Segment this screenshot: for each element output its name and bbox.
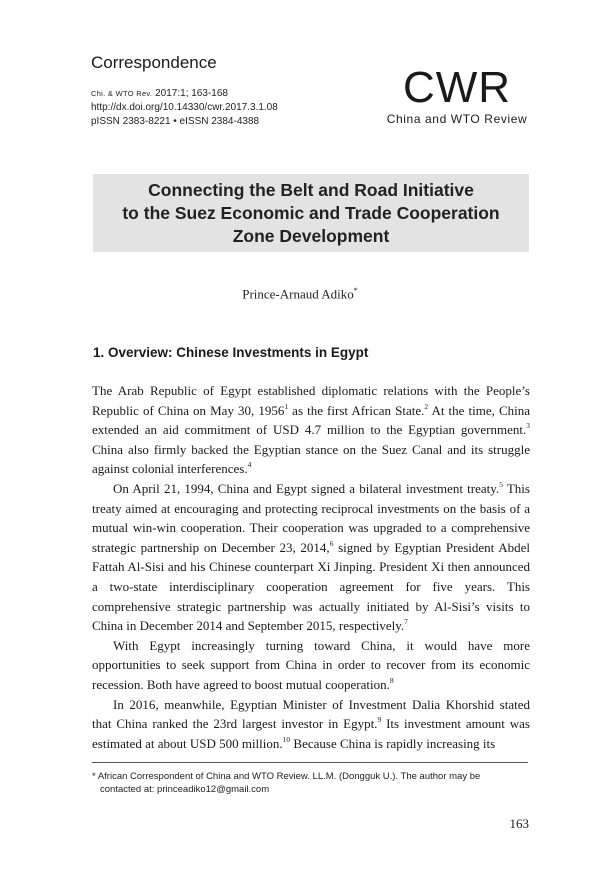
paragraph-3 <box>92 636 530 695</box>
logo-mark: CWR <box>402 63 512 112</box>
footnote-divider <box>92 762 528 763</box>
text-run: as the first African State. <box>288 402 425 418</box>
text-run: Its investment amount was estimated at about USD 500 million. <box>92 716 530 751</box>
footnote-ref: 3 <box>526 421 530 431</box>
body-text <box>92 381 530 753</box>
article-title-line-1: Connecting the Belt and Road Initiative <box>148 180 474 200</box>
text-run: With Egypt increasingly turning toward China, it would have more opportunities to seek support from China in order to recover from its economic recession. Both have agreed to boost mutual cooperation. <box>92 637 530 692</box>
footnote-ref: 4 <box>247 460 252 470</box>
footnote-ref: 5 <box>499 479 503 489</box>
footnote-ref: 10 <box>282 734 291 744</box>
author-name: Prince-Arnaud Adiko <box>242 286 354 302</box>
footnote-ref: 2 <box>424 401 429 411</box>
section-label: Correspondence <box>91 53 217 72</box>
text-run: On April 21, 1994, China and Egypt signed a bilateral investment treaty. <box>113 480 500 496</box>
text-run: In 2016, meanwhile, Egyptian Minister of Investment Dalia Khorshid stated that China ranked the 23rd largest investor in Egypt. <box>92 696 530 732</box>
footnote-line-1 <box>92 770 532 783</box>
paragraph-2 <box>92 479 530 636</box>
footnote-ref: 8 <box>389 675 394 685</box>
text-run: Because China is rapidly increasing its <box>290 735 496 751</box>
article-title-line-2: to the Suez Economic and Trade Cooperation <box>122 203 500 223</box>
paragraph-4 <box>92 695 530 754</box>
footnote-ref: 1 <box>284 401 289 411</box>
issn-line: pISSN 2383-8221 • eISSN 2384-4388 <box>91 116 260 127</box>
author-footnote-mark: * <box>353 286 358 295</box>
footnote-line-2: contacted at: princeadiko12@gmail.com <box>100 784 270 795</box>
text-run: signed by Egyptian President Abdel Fattah Al-Sisi and his Chinese counterpart Xi Jinping. President Xi then announced a two-state interdisciplinary cooperation agreement for five years. This comprehensive strategic partnership was actually initiated by Al-Sisi’s visits to China in December 2014 and September 2015, respectively. <box>92 539 530 634</box>
footnote-ref: 9 <box>377 715 382 725</box>
text-run: This treaty aimed at encouraging and protecting reciprocal investments on the basis of a mutual win-win cooperation. Their cooperation was upgraded to a comprehensive strategic partnership on December 23, 2014, <box>92 480 530 555</box>
page-number: 163 <box>509 816 529 831</box>
article-title-box <box>93 174 529 252</box>
journal-name: China and WTO Review <box>386 112 528 126</box>
footnote <box>92 770 532 796</box>
author-line <box>0 286 600 302</box>
paragraph-1 <box>92 381 530 479</box>
footnote-text: African Correspondent of China and WTO Review. LL.M. (Dongguk U.). The author may be <box>95 771 481 782</box>
footnote-ref: 6 <box>329 538 334 548</box>
article-title-line-3: Zone Development <box>232 226 390 246</box>
citation-numbers: 2017:1; 163-168 <box>152 88 228 99</box>
citation-line <box>91 87 278 101</box>
doi-link[interactable]: http://dx.doi.org/10.14330/cwr.2017.3.1.08 <box>91 102 278 113</box>
citation-block <box>91 87 278 129</box>
journal-abbrev: Chi. & WTO Rev. <box>91 89 153 98</box>
section-heading: 1. Overview: Chinese Investments in Egypt <box>93 345 369 360</box>
footnote-mark: * <box>92 771 96 782</box>
text-run: China also firmly backed the Egyptian stance on the Suez Canal and its struggle against colonial interferences. <box>92 441 530 477</box>
text-run: At the time, China extended an aid commitment of USD 4.7 million to the Egyptian government. <box>92 402 530 438</box>
text-run: The Arab Republic of Egypt established diplomatic relations with the People’s Republic of China on May 30, 1956 <box>92 383 530 418</box>
footnote-ref: 7 <box>404 617 408 627</box>
journal-logo <box>386 63 528 126</box>
